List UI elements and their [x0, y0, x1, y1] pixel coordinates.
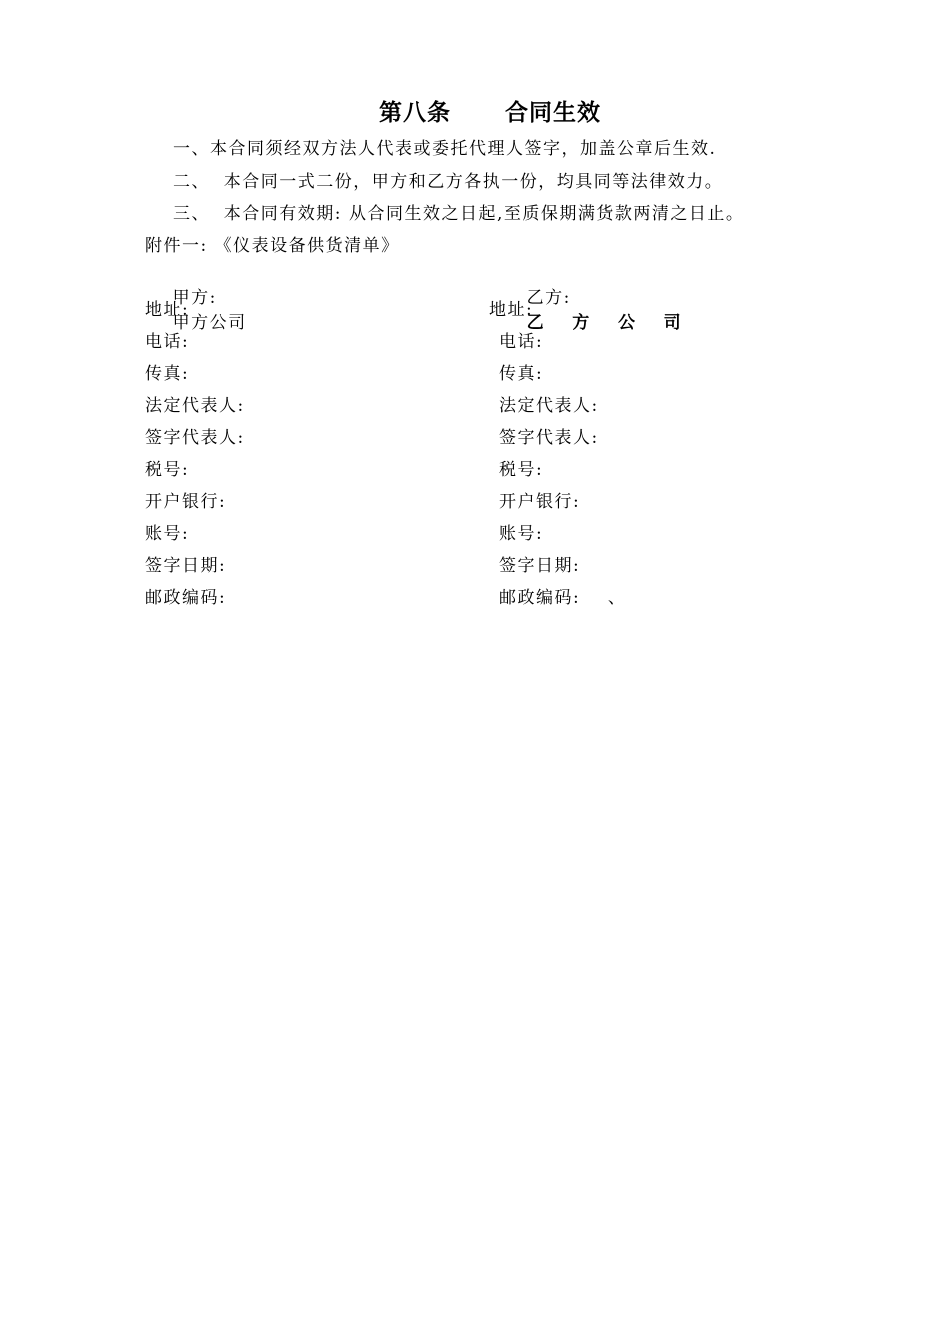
party-a-postcode: 邮政编码: [145, 588, 227, 608]
party-b-account: 账号: [499, 524, 544, 544]
party-b-legal-rep: 法定代表人: [499, 396, 599, 416]
party-a-legal-rep: 法定代表人: [145, 396, 245, 416]
party-b-postcode: 邮政编码: 、 [499, 588, 627, 608]
party-b-name: 乙 方 公 司 [526, 313, 682, 333]
party-b-signing-rep: 签字代表人: [499, 428, 599, 448]
party-b-tax-no: 税号: [499, 460, 544, 480]
party-a-fax: 传真: [145, 364, 190, 384]
party-a-phone: 电话: [145, 332, 190, 352]
article-title: 第八条 合同生效 [378, 99, 602, 126]
party-b-label: 乙方: [526, 288, 571, 308]
party-b-phone: 电话: [499, 332, 544, 352]
party-a-account: 账号: [145, 524, 190, 544]
party-b-address: 地址: [489, 300, 534, 320]
party-a-tax-no: 税号: [145, 460, 190, 480]
clause-3: 三、 本合同有效期: 从合同生效之日起,至质保期满货款两清之日止。 [173, 204, 745, 224]
party-b-bank: 开户银行: [499, 492, 581, 512]
clause-1: 一、本合同须经双方法人代表或委托代理人签字，加盖公章后生效. [173, 139, 717, 159]
party-b-sign-date: 签字日期: [499, 556, 581, 576]
party-a-sign-date: 签字日期: [145, 556, 227, 576]
party-a-name: 甲方公司 [172, 313, 247, 333]
party-b-fax: 传真: [499, 364, 544, 384]
clause-2: 二、 本合同一式二份，甲方和乙方各执一份，均具同等法律效力。 [173, 172, 724, 192]
party-a-signing-rep: 签字代表人: [145, 428, 245, 448]
party-a-bank: 开户银行: [145, 492, 227, 512]
attachment-line: 附件一: 《仪表设备供货清单》 [145, 236, 400, 256]
party-a-address: 地址: [145, 300, 190, 320]
party-a-label: 甲方: [172, 288, 217, 308]
